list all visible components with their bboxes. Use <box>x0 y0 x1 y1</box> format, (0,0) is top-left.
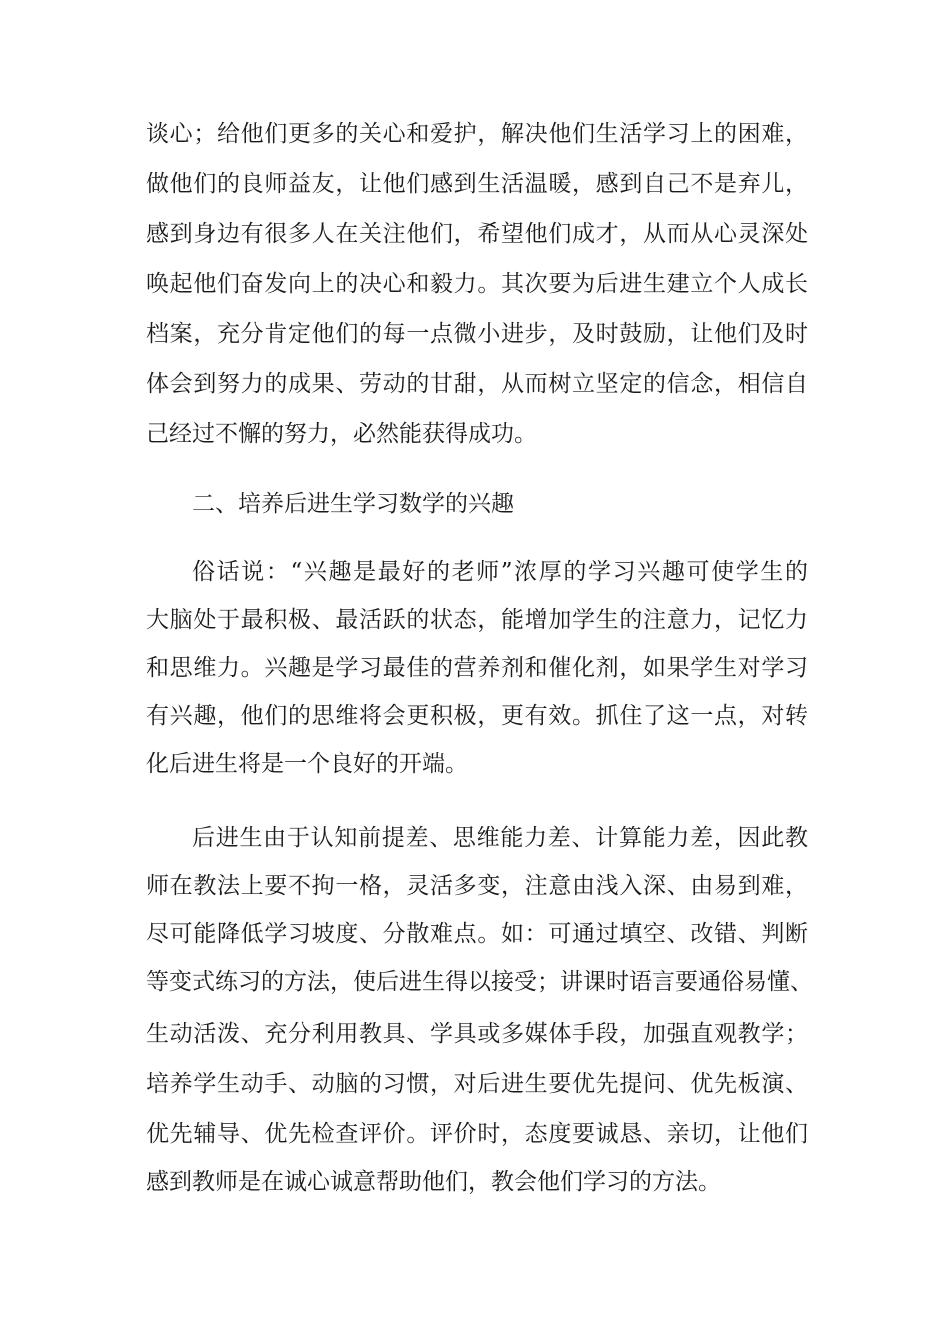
paragraph-1-line: 己经过不懈的努力，必然能获得成功。 <box>146 421 537 447</box>
paragraph-1-line: 感到身边有很多人在关注他们，希望他们成才，从而从心灵深处 <box>146 221 808 247</box>
paragraph-1-line: 档案，充分肯定他们的每一点微小进步，及时鼓励，让他们及时 <box>146 321 808 347</box>
paragraph-2-line: 俗话说：“兴趣是最好的老师”浓厚的学习兴趣可使学生的 <box>192 559 808 585</box>
paragraph-3-line: 培养学生动手、动脑的习惯，对后进生要优先提问、优先板演、 <box>146 1071 808 1097</box>
paragraph-2-line: 和思维力。兴趣是学习最佳的营养剂和催化剂，如果学生对学习 <box>146 655 808 681</box>
section-heading: 二、培养后进生学习数学的兴趣 <box>192 491 514 517</box>
paragraph-1-line: 唤起他们奋发向上的决心和毅力。其次要为后进生建立个人成长 <box>146 271 808 297</box>
paragraph-3-line: 师在教法上要不拘一格，灵活多变，注意由浅入深、由易到难， <box>146 873 808 899</box>
paragraph-3-line: 生动活泼、充分利用教具、学具或多媒体手段，加强直观教学； <box>146 1021 808 1047</box>
paragraph-3-line: 感到教师是在诚心诚意帮助他们，教会他们学习的方法。 <box>146 1169 721 1195</box>
paragraph-1-line: 体会到努力的成果、劳动的甘甜，从而树立坚定的信念，相信自 <box>146 371 808 397</box>
paragraph-3-line: 尽可能降低学习坡度、分散难点。如：可通过填空、改错、判断 <box>146 921 808 947</box>
paragraph-3-line: 后进生由于认知前提差、思维能力差、计算能力差，因此教 <box>192 825 808 851</box>
paragraph-1-line: 做他们的良师益友，让他们感到生活温暖，感到自己不是弃儿， <box>146 171 808 197</box>
paragraph-2-line: 有兴趣，他们的思维将会更积极，更有效。抓住了这一点，对转 <box>146 703 808 729</box>
paragraph-2-line: 化后进生将是一个良好的开端。 <box>146 751 468 777</box>
paragraph-3-line: 优先辅导、优先检查评价。评价时，态度要诚恳、亲切，让他们 <box>146 1121 808 1147</box>
paragraph-2-line: 大脑处于最积极、最活跃的状态，能增加学生的注意力，记忆力 <box>146 607 808 633</box>
paragraph-3-line: 等变式练习的方法，使后进生得以接受；讲课时语言要通俗易懂、 <box>146 969 813 995</box>
paragraph-1-line: 谈心；给他们更多的关心和爱护，解决他们生活学习上的困难， <box>146 121 808 147</box>
